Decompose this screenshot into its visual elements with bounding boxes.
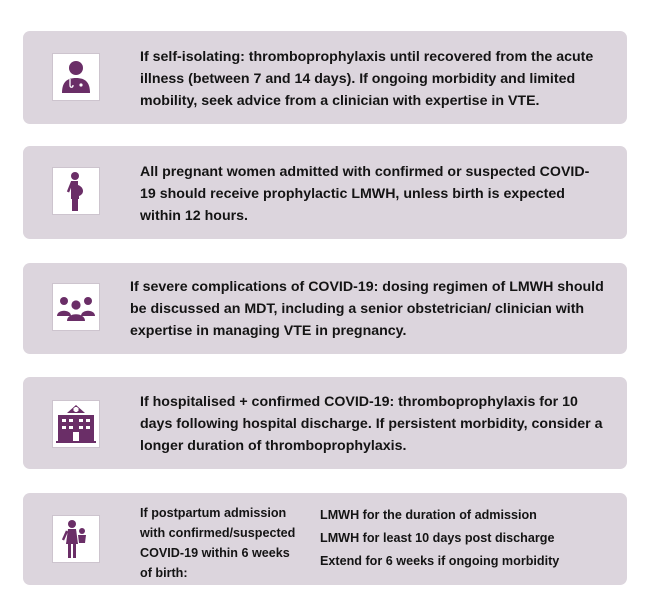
card-text [140, 503, 295, 583]
outcome-item: Extend for 6 weeks if ongoing morbidity [320, 554, 560, 568]
text-line: If severe complications of COVID-19: dosing regimen of LMWH should [130, 279, 604, 295]
outcome-item: LMWH for the duration of admission [320, 508, 537, 522]
text-line: of birth: [140, 566, 188, 580]
text-line: be discussed an MDT, including a senior obstetrician/ clinician with [130, 301, 585, 317]
icon-box [52, 53, 100, 101]
card-text [140, 46, 593, 112]
text-line: days following hospital discharge. If persistent morbidity, consider a [140, 416, 603, 432]
text-line: with confirmed/suspected [140, 526, 296, 540]
card-self-isolating [23, 31, 627, 124]
text-line: illness (between 7 and 14 days). If ongoing morbidity and limited [140, 71, 576, 87]
icon-box [52, 167, 100, 215]
text-line: expertise in managing VTE in pregnancy. [130, 323, 407, 339]
clinician-icon [53, 54, 99, 100]
text-line: within 12 hours. [140, 208, 248, 224]
text-line: If postpartum admission [140, 506, 287, 520]
pregnant-woman-icon [53, 168, 99, 214]
text-line: mobility, seek advice from a clinician with expertise in VTE. [140, 93, 540, 109]
outcome-item: LMWH for least 10 days post discharge [320, 531, 555, 545]
text-line: COVID-19 within 6 weeks [140, 546, 290, 560]
icon-box [52, 515, 100, 563]
card-severe-complications [23, 263, 627, 354]
card-pregnant-admitted [23, 146, 627, 239]
mother-baby-icon [53, 516, 99, 562]
card-postpartum [23, 493, 627, 585]
card-text [130, 276, 604, 342]
card-text [140, 391, 603, 457]
text-line: All pregnant women admitted with confirmed or suspected COVID- [140, 164, 590, 180]
text-line: longer duration of thromboprophylaxis. [140, 438, 407, 454]
icon-box [52, 400, 100, 448]
outcomes-list [320, 504, 559, 573]
text-line: 19 should receive prophylactic LMWH, unless birth is expected [140, 186, 565, 202]
card-text [140, 161, 589, 227]
text-line: If self-isolating: thromboprophylaxis until recovered from the acute [140, 49, 594, 65]
team-icon [53, 284, 99, 330]
text-line: If hospitalised + confirmed COVID-19: thromboprophylaxis for 10 [140, 394, 578, 410]
card-hospitalised [23, 377, 627, 469]
icon-box [52, 283, 100, 331]
hospital-icon [53, 401, 99, 447]
